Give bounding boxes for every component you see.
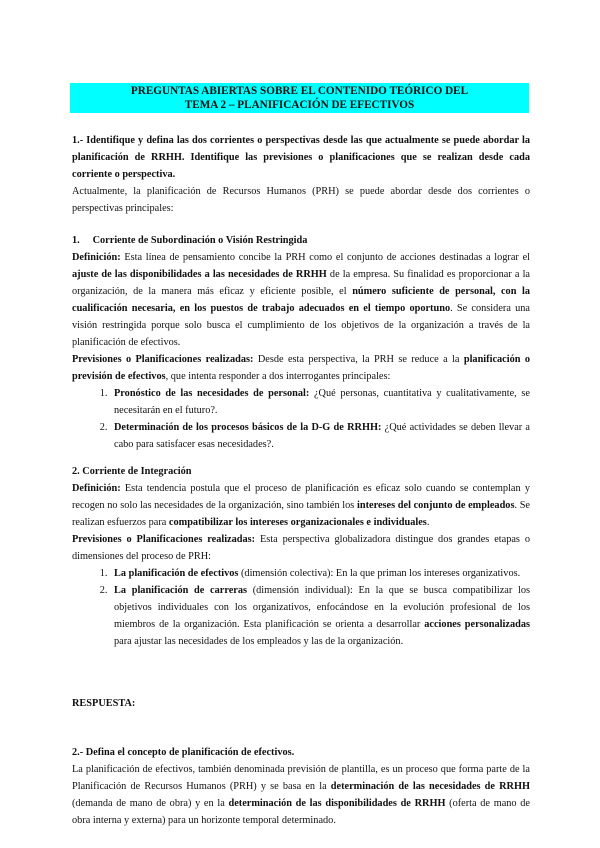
section-1-definition: Definición: Esta línea de pensamiento concibe la PRH como el conjunto de acciones destinadas a lograr el ajuste de las disponibilidades a las necesidades de RRHH de la empresa. Su finalidad es proporcionar a la organización, de la manera más eficaz y eficiente posible, el número suficiente de personal, con la cualificación necesaria, en los puestos de trabajo adecuados en el tiempo oportuno. Se considera una visión restringida porque solo busca el cumplimiento de los objetivos de la organización a través de la planificación de efectivos. — [72, 252, 530, 348]
section-2-heading: 2. Corriente de Integración — [72, 466, 192, 477]
list-item: 1. Pronóstico de las necesidades de personal: ¿Qué personas, cuantitativa y cualitativamente, se necesitarán en el futuro?. — [110, 385, 530, 419]
section-1-heading: 1. Corriente de Subordinación o Visión Restringida — [72, 235, 308, 246]
section-1-previsiones: Previsiones o Planificaciones realizadas: Desde esta perspectiva, la PRH se reduce a la planificación o previsión de efectivos, que intenta responder a dos interrogantes principales: — [72, 354, 530, 382]
section-1 — [72, 232, 530, 453]
document-title — [70, 83, 529, 113]
list-item: 2. Determinación de los procesos básicos de la D-G de RRHH: ¿Qué actividades se deben llevar a cabo para satisfacer esas necesidades?. — [110, 419, 530, 453]
question-1-intro: Actualmente, la planificación de Recursos Humanos (PRH) se puede abordar desde dos corrientes o perspectivas principales: — [72, 186, 530, 214]
title-line-2: TEMA 2 – PLANIFICACIÓN DE EFECTIVOS — [184, 99, 415, 111]
list-item: 1. La planificación de efectivos (dimensión colectiva): En la que priman los intereses organizativos. — [110, 565, 530, 582]
question-2-block — [72, 744, 530, 829]
question-2-answer: La planificación de efectivos, también denominada previsión de plantilla, es un proceso que forma parte de la Planificación de Recursos Humanos (PRH) y se basa en la determinación de las necesidades de RRHH (demanda de mano de obra) y en la determinación de las disponibilidades de RRHH (oferta de mano de obra interna y externa) para un horizonte temporal determinado. — [72, 764, 530, 826]
section-2-previsiones: Previsiones o Planificaciones realizadas: Esta perspectiva globalizadora distingue dos grandes etapas o dimensiones del proceso de PRH: — [72, 534, 530, 562]
respuesta-label: RESPUESTA: — [72, 698, 136, 709]
section-2-list — [72, 565, 530, 650]
section-2-definition: Definición: Esta tendencia postula que el proceso de planificación es eficaz solo cuando se contemplan y recogen no solo las necesidades de la organización, sino también los intereses del conjunto de empleados. Se realizan esfuerzos para compatibilizar los intereses organizacionales e individuales. — [72, 483, 530, 528]
title-line-1: PREGUNTAS ABIERTAS SOBRE EL CONTENIDO TEÓRICO DEL — [130, 85, 469, 97]
section-1-list — [72, 385, 530, 453]
list-item: 2. La planificación de carreras (dimensión individual): En la que se busca compatibilizar los objetivos individuales con los organizativos, enfocándose en la evolución profesional de los miembros de la organización. Esta planificación se orienta a desarrollar acciones personalizadas para ajustar las necesidades de los empleados y las de la organización. — [110, 582, 530, 650]
section-2 — [72, 463, 530, 650]
question-1-block — [72, 132, 530, 217]
question-2-text: 2.- Defina el concepto de planificación de efectivos. — [72, 747, 295, 758]
question-1-text: 1.- Identifique y defina las dos corrientes o perspectivas desde las que actualmente se puede abordar la planificación de RRHH. Identifique las previsiones o planificaciones que se realizan desde cada corriente o perspectiva. — [72, 135, 530, 180]
